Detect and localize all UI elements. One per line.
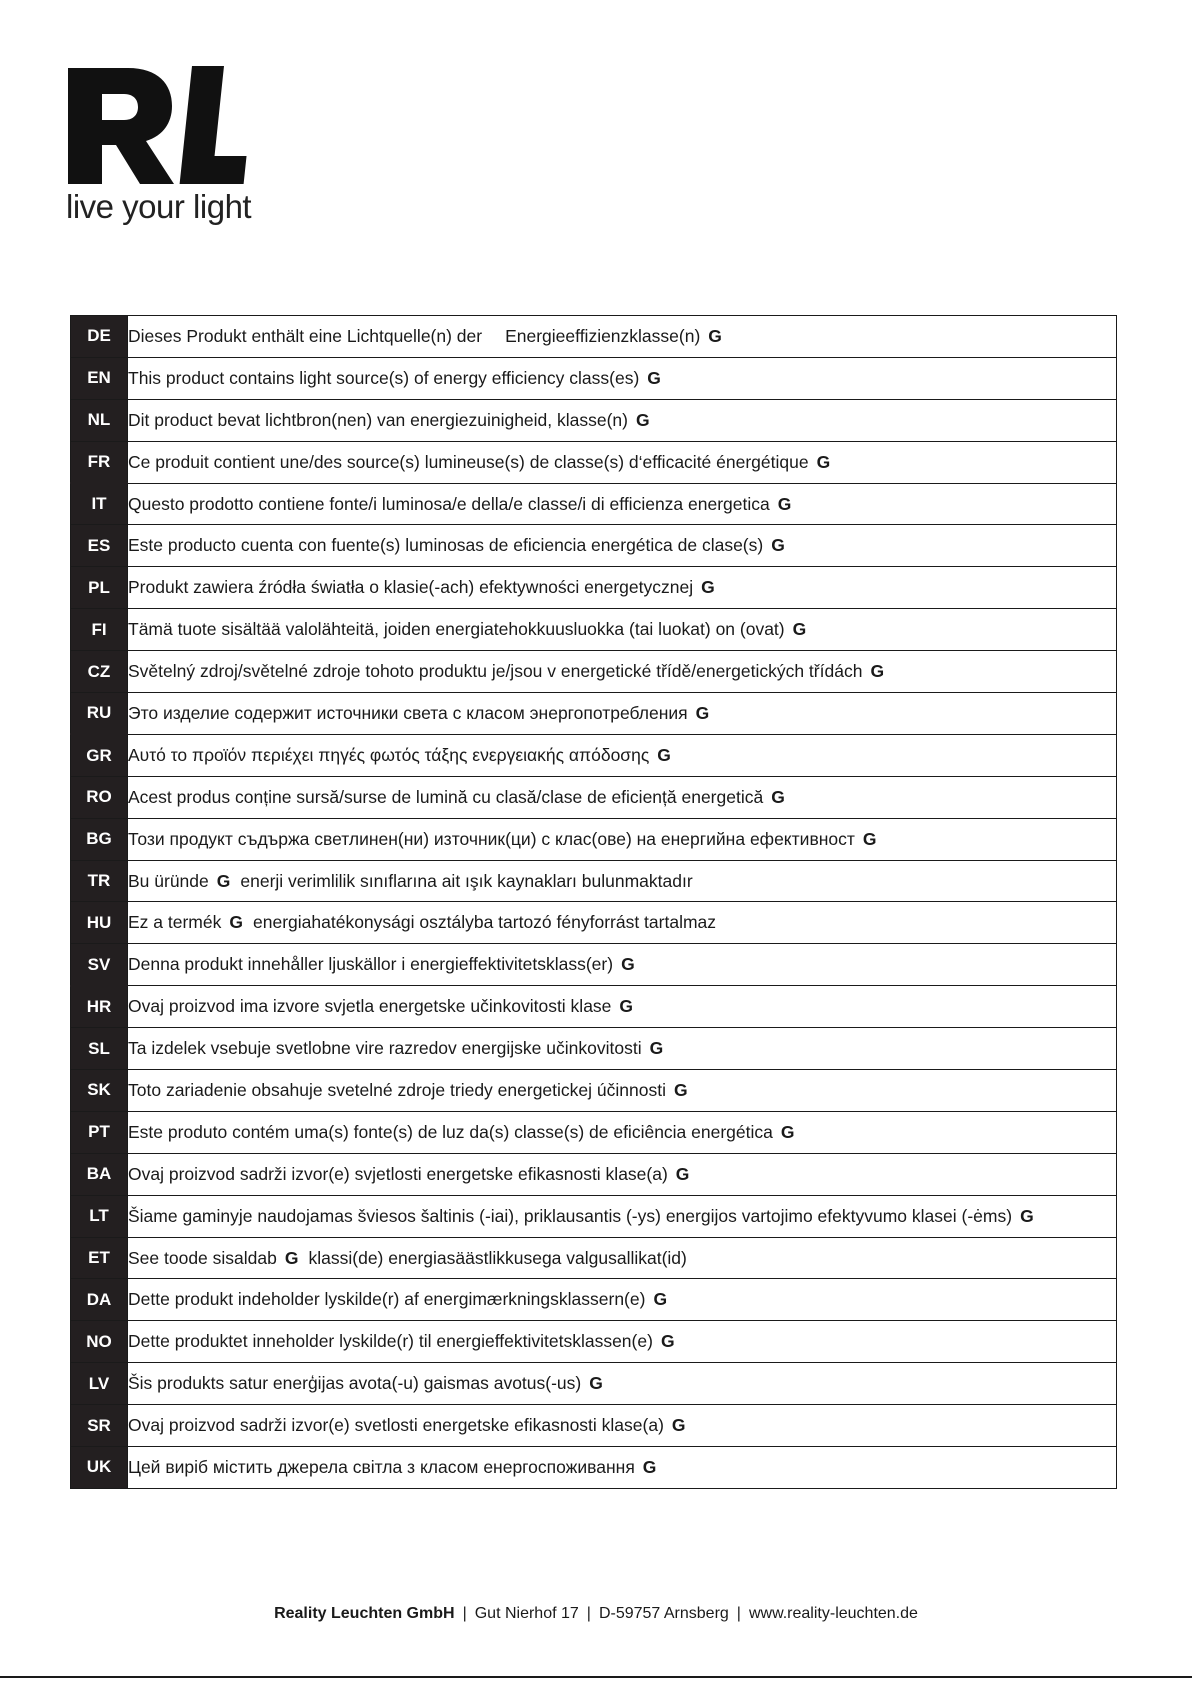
brand-tagline: live your light [66, 188, 252, 225]
table-row [71, 776, 1117, 818]
energy-statement [128, 399, 1117, 441]
energy-class-label: G [673, 1079, 688, 1100]
energy-class-label: G [771, 786, 785, 807]
energy-statement [128, 567, 1117, 609]
statement-text: Produkt zawiera źródła światła o klasie(-ach) efektywności energetycznej [128, 577, 694, 598]
footer-street: Gut Nierhof 17 [474, 1605, 579, 1622]
energy-class-label: G [777, 493, 792, 514]
footer-website[interactable]: www.reality-leuchten.de [748, 1605, 918, 1622]
language-code: ET [71, 1237, 128, 1279]
table-row [71, 441, 1117, 483]
energy-statement [128, 483, 1117, 525]
statement-text-after: energiahatékonysági osztályba tartozó fényforrást tartalmaz [253, 912, 717, 933]
energy-class-table [70, 315, 1117, 1489]
energy-statement [128, 441, 1117, 483]
table-row [71, 1070, 1117, 1112]
table-row [71, 902, 1117, 944]
table-row [71, 818, 1117, 860]
energy-class-label: G [284, 1247, 299, 1268]
statement-text: Toto zariadenie obsahuje svetelné zdroje triedy energetickej účinnosti [128, 1079, 666, 1100]
language-code: SK [71, 1070, 128, 1112]
statement-text: Šis produkts satur enerģijas avota(-u) gaismas avotus(-us) [128, 1373, 582, 1394]
language-code: RU [71, 693, 128, 735]
statement-text: Tämä tuote sisältää valolähteitä, joiden energiatehokkuusluokka (tai luokat) on (ovat) [128, 619, 785, 640]
language-code: SL [71, 1028, 128, 1070]
statement-text: Bu üründe [128, 870, 209, 891]
statement-text: Цей виріб містить джерела світла з класом енергоспоживання [128, 1456, 635, 1477]
statement-text: Este producto cuenta con fuente(s) luminosas de eficiencia energética de clase(s) [128, 535, 764, 556]
rl-logo-mark [66, 66, 256, 186]
statement-text: Αυτό το προϊόν περιέχει πηγές φωτός τάξης ενεργειακής απόδοσης [128, 744, 650, 765]
language-code: BA [71, 1153, 128, 1195]
statement-text: Този продукт съдържа светлинен(ни) източник(ци) с клас(ове) на енергийна ефективност [128, 828, 855, 849]
table-row [71, 734, 1117, 776]
table-row [71, 399, 1117, 441]
energy-class-label: G [792, 619, 807, 640]
energy-class-label: G [229, 912, 243, 933]
energy-class-label: G [589, 1373, 603, 1394]
brand-logo [66, 66, 266, 236]
energy-statement [128, 1111, 1117, 1153]
statement-text-extra: Energieeffizienzklasse(n) [505, 325, 701, 346]
energy-class-label: G [649, 1038, 664, 1059]
table-row [71, 1237, 1117, 1279]
language-code: CZ [71, 651, 128, 693]
language-code: NO [71, 1321, 128, 1363]
energy-class-label: G [671, 1415, 686, 1436]
energy-class-label: G [619, 996, 634, 1017]
language-code: LV [71, 1363, 128, 1405]
statement-text: Dette produktet inneholder lyskilde(r) til energieffektivitetsklassen(e) [128, 1331, 653, 1352]
table-row [71, 609, 1117, 651]
energy-statement [128, 986, 1117, 1028]
table-row [71, 651, 1117, 693]
language-code: DE [71, 316, 128, 358]
energy-class-label: G [816, 451, 831, 472]
statement-text: Ovaj proizvod sadrži izvor(e) svjetlosti energetske efikasnosti klase(a) [128, 1163, 668, 1184]
energy-class-label: G [695, 702, 710, 723]
table-row [71, 693, 1117, 735]
language-code: RO [71, 776, 128, 818]
statement-text: Dette produkt indeholder lyskilde(r) af energimærkningsklassern(e) [128, 1289, 646, 1310]
footer-city: D-59757 Arnsberg [598, 1605, 729, 1622]
statement-text: Dit product bevat lichtbron(nen) van energiezuinigheid, klasse(n) [128, 409, 628, 430]
language-code: SR [71, 1405, 128, 1447]
energy-statement [128, 860, 1117, 902]
language-code: IT [71, 483, 128, 525]
energy-class-label: G [862, 828, 877, 849]
language-code: FI [71, 609, 128, 651]
language-code: UK [71, 1447, 128, 1489]
language-code: DA [71, 1279, 128, 1321]
energy-class-label: G [708, 325, 722, 346]
statement-text: Questo prodotto contiene fonte/i luminosa/e della/e classe/i di efficienza energetica [128, 493, 770, 514]
statement-text: See toode sisaldab [128, 1247, 277, 1268]
footer-separator: | [462, 1605, 467, 1622]
statement-text: Это изделие содержит источники света с класом энергопотребления [128, 702, 688, 723]
energy-statement [128, 1028, 1117, 1070]
table-row [71, 567, 1117, 609]
energy-statement [128, 1195, 1117, 1237]
statement-text: Ovaj proizvod sadrži izvor(e) svetlosti energetske efikasnosti klase(a) [128, 1415, 664, 1436]
language-code: HU [71, 902, 128, 944]
language-code: PL [71, 567, 128, 609]
footer-separator: | [736, 1605, 741, 1622]
footer-company: Reality Leuchten GmbH [274, 1605, 455, 1622]
statement-text: Ez a termék [128, 912, 222, 933]
energy-statement [128, 525, 1117, 567]
table-row [71, 1447, 1117, 1489]
table-row [71, 1195, 1117, 1237]
statement-text: This product contains light source(s) of energy efficiency class(es) [128, 367, 640, 388]
energy-statement [128, 357, 1117, 399]
statement-text: Světelný zdroj/světelné zdroje tohoto produktu je/jsou v energetické třídě/energetických třídách [128, 661, 863, 682]
language-code: FR [71, 441, 128, 483]
energy-class-label: G [657, 744, 671, 765]
page-bottom-rule [0, 1676, 1192, 1678]
energy-statement [128, 651, 1117, 693]
energy-statement [128, 1447, 1117, 1489]
energy-statement [128, 693, 1117, 735]
energy-statement [128, 944, 1117, 986]
energy-statement [128, 1070, 1117, 1112]
statement-text: Acest produs conține sursă/surse de lumină cu clasă/clase de eficiență energetică [128, 786, 764, 807]
energy-class-label: G [1020, 1205, 1034, 1226]
energy-class-label: G [701, 577, 715, 598]
footer-separator: | [586, 1605, 591, 1622]
table-row [71, 1111, 1117, 1153]
energy-statement [128, 734, 1117, 776]
statement-text: Dieses Produkt enthält eine Lichtquelle(n) der [128, 325, 483, 346]
energy-class-label: G [675, 1163, 690, 1184]
language-code: GR [71, 734, 128, 776]
language-code: ES [71, 525, 128, 567]
energy-class-label: G [647, 367, 661, 388]
energy-class-label: G [771, 535, 785, 556]
table-row [71, 986, 1117, 1028]
statement-text: Denna produkt innehåller ljuskällor i energieffektivitetsklass(er) [128, 954, 614, 975]
language-code: EN [71, 357, 128, 399]
table-row [71, 860, 1117, 902]
energy-statement [128, 1279, 1117, 1321]
language-code: SV [71, 944, 128, 986]
energy-statement [128, 1153, 1117, 1195]
energy-statement [128, 1237, 1117, 1279]
language-code: BG [71, 818, 128, 860]
table-row [71, 1153, 1117, 1195]
energy-class-label: G [621, 954, 635, 975]
language-code: PT [71, 1111, 128, 1153]
statement-text: Šiame gaminyje naudojamas šviesos šaltinis (-iai), priklausantis (-ys) energijos vartojimo efektyvumo klasei (-ėms) [128, 1205, 1013, 1226]
energy-statement [128, 1363, 1117, 1405]
energy-statement [128, 609, 1117, 651]
energy-class-label: G [636, 409, 650, 430]
statement-text: Ce produit contient une/des source(s) lumineuse(s) de classe(s) d‘efficacité énergétique [128, 451, 809, 472]
energy-statement [128, 902, 1117, 944]
energy-class-label: G [660, 1331, 675, 1352]
energy-class-label: G [780, 1121, 795, 1142]
statement-text: Este produto contém uma(s) fonte(s) de luz da(s) classe(s) de eficiência energética [128, 1121, 773, 1142]
statement-text-after: enerji verimlilik sınıflarına ait ışık kaynakları bulunmaktadır [240, 870, 693, 891]
footer [0, 1605, 1192, 1623]
energy-class-label: G [653, 1289, 668, 1310]
table-row [71, 316, 1117, 358]
table-row [71, 1279, 1117, 1321]
energy-statement [128, 316, 1117, 358]
table-row [71, 1405, 1117, 1447]
energy-class-label: G [216, 870, 231, 891]
table-row [71, 357, 1117, 399]
table-row [71, 1321, 1117, 1363]
energy-statement [128, 1321, 1117, 1363]
language-code: TR [71, 860, 128, 902]
statement-text-after: klassi(de) energiasäästlikkusega valgusallikat(id) [308, 1247, 687, 1268]
energy-class-label: G [870, 661, 885, 682]
energy-statement [128, 818, 1117, 860]
table-row [71, 483, 1117, 525]
statement-text: Ta izdelek vsebuje svetlobne vire razredov energijske učinkovitosti [128, 1038, 642, 1059]
statement-text: Ovaj proizvod ima izvore svjetla energetske učinkovitosti klase [128, 996, 612, 1017]
energy-statement [128, 776, 1117, 818]
language-code: NL [71, 399, 128, 441]
table-row [71, 525, 1117, 567]
language-code: LT [71, 1195, 128, 1237]
energy-class-label: G [642, 1456, 657, 1477]
table-row [71, 1363, 1117, 1405]
energy-statement [128, 1405, 1117, 1447]
table-row [71, 944, 1117, 986]
table-row [71, 1028, 1117, 1070]
language-code: HR [71, 986, 128, 1028]
